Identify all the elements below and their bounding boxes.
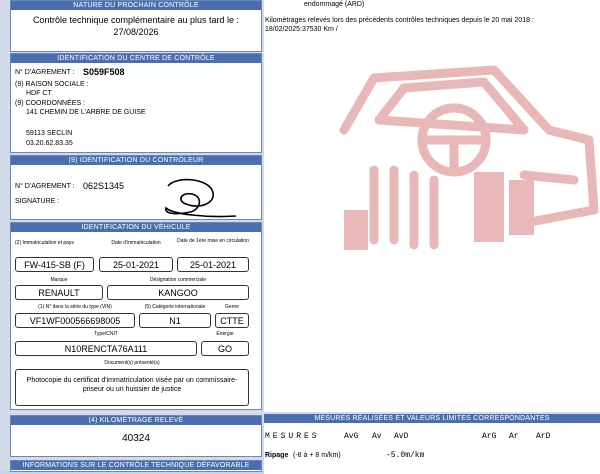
col-ard: ArD xyxy=(536,432,551,441)
category-field: N1 xyxy=(139,313,211,328)
controller-box xyxy=(10,155,262,220)
type-label: Type/CNIT xyxy=(94,331,118,337)
plate-label: (2) Immatriculation et pays xyxy=(15,240,74,246)
mileage-history-line2: 18/02/2025:37530 Km / xyxy=(265,26,338,33)
controller-header: (9) IDENTIFICATION DU CONTRÔLEUR xyxy=(11,156,261,165)
docs-label: Document(s) présenté(s) xyxy=(104,360,160,366)
col-av: Av xyxy=(372,432,382,441)
measures-header: MESURES RÉALISÉES ET VALEURS LIMITES CORRESPONDANTES xyxy=(264,414,600,423)
controller-agreement-value: 062S1345 xyxy=(83,181,125,191)
col-arg: ArG xyxy=(482,432,497,441)
genre-field: CTTE xyxy=(215,313,249,328)
col-ar: Ar xyxy=(509,432,519,441)
vin-label: (1) N° dans la série du type (VIN) xyxy=(38,304,112,310)
center-company-label: (9) RAISON SOCIALE : xyxy=(15,81,89,88)
center-address-line1: 141 CHEMIN DE L'ARBRE DE GUISE xyxy=(26,109,146,116)
mileage-header: (4) KILOMÉTRAGE RELEVÉ xyxy=(11,416,261,425)
right-panel xyxy=(264,0,600,412)
unfavorable-info-box xyxy=(10,460,262,472)
brand-label: Marque xyxy=(50,277,68,283)
genre-label: Genre xyxy=(225,304,239,310)
mileage-history-line1: Kilométrages relevés lors des précédents contrôles techniques depuis le 20 mai 2018 : xyxy=(265,17,534,24)
type-field: N10RENCTA76A111 xyxy=(15,341,197,356)
measures-label: MESURES xyxy=(265,432,320,441)
mileage-value: 40324 xyxy=(122,433,150,444)
next-inspection-header: NATURE DU PROCHAIN CONTRÔLE xyxy=(11,1,261,10)
reg-date-label: Date d'immatriculation xyxy=(111,240,161,246)
first-date-label: Date de 1ère mise en circulation xyxy=(177,238,249,244)
col-avg: AvG xyxy=(344,432,359,441)
ripage-label: Ripage xyxy=(265,452,289,459)
model-field: KANGOO xyxy=(107,285,249,300)
car-watermark-icon xyxy=(334,60,599,260)
col-avd: AvD xyxy=(394,432,409,441)
controller-signature-label: SIGNATURE : xyxy=(15,198,60,205)
right-top-text: endommagé (ARD) xyxy=(304,1,365,8)
signature-image xyxy=(146,170,241,220)
measures-box xyxy=(264,414,600,474)
model-label: Désignation commerciale xyxy=(149,277,207,283)
center-header: IDENTIFICATION DU CENTRE DE CONTRÔLE xyxy=(11,54,261,63)
category-label: (5) Catégorie internationale xyxy=(144,304,206,310)
center-phone: 03.20.62.83.35 xyxy=(26,140,73,147)
ripage-range: (-8 à + 8 m/km) xyxy=(293,452,341,459)
mileage-box xyxy=(10,415,262,457)
controller-agreement-label: N° D'AGREMENT : xyxy=(15,183,75,190)
next-inspection-date: 27/08/2026 xyxy=(113,27,159,37)
energy-field: GO xyxy=(201,341,249,356)
first-date-field: 25-01-2021 xyxy=(177,257,249,272)
next-inspection-line1: Contrôle technique complémentaire au plus tard le : xyxy=(32,15,240,25)
vehicle-header: IDENTIFICATION DU VÉHICULE xyxy=(11,223,261,232)
vin-field: VF1WF000566698005 xyxy=(15,313,135,328)
center-company-value: HDF CT xyxy=(26,90,52,97)
center-contact-label: (9) COORDONNÉES : xyxy=(15,100,86,107)
vehicle-box xyxy=(10,222,262,410)
energy-label: Énergie xyxy=(216,331,234,337)
center-agreement-value: S059F508 xyxy=(83,67,125,77)
next-inspection-box xyxy=(10,0,262,52)
brand-field: RENAULT xyxy=(15,285,103,300)
ripage-value: -5.0m/km xyxy=(386,451,425,460)
center-agreement-label: N° D'AGREMENT : xyxy=(15,69,75,76)
center-address-line2: 59113 SECLIN xyxy=(26,130,73,137)
plate-field: FW-415-SB (F) xyxy=(15,257,94,272)
reg-date-field: 25-01-2021 xyxy=(99,257,173,272)
center-box xyxy=(10,53,262,153)
docs-field: Photocopie du certificat d'immatriculation visée par un commissaire-priseur ou un huissier de justice xyxy=(15,369,249,406)
unfavorable-info-header: INFORMATIONS SUR LE CONTRÔLE TECHNIQUE DÉFAVORABLE xyxy=(11,461,261,470)
